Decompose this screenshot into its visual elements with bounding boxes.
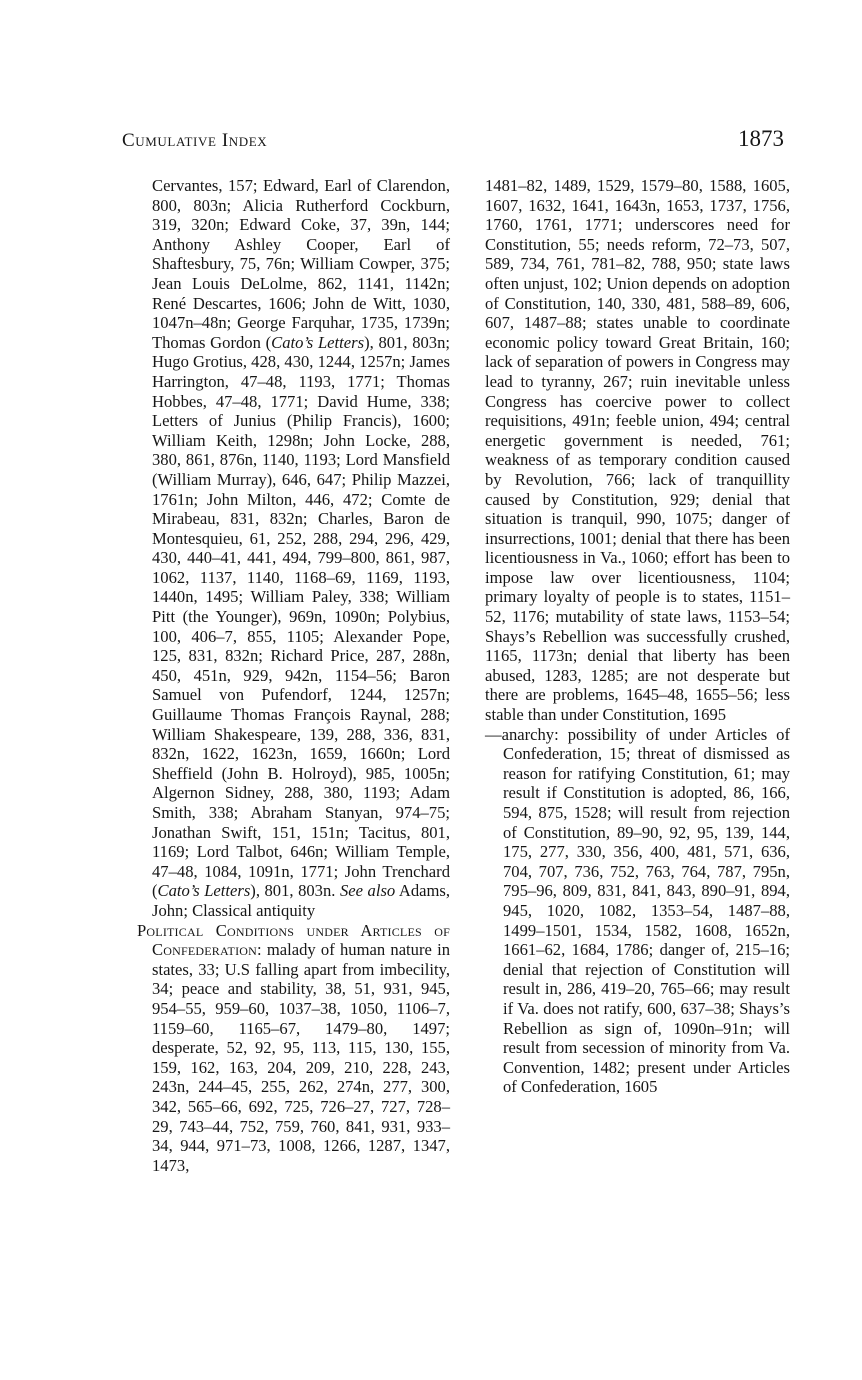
entry-text: ), 801, 803n. bbox=[250, 881, 340, 901]
entry-headword: Political Conditions under Articles of Confederation bbox=[137, 920, 450, 960]
entry-text: 1481–82, 1489, 1529, 1579–80, 1588, 1605, 1607, 1632, 1641, 1643n, 1653, 1737, 1756, 1760, 1761, 1771; underscores need for Constitution, 55; needs reform, 72–73, 507, 589, 734, 761, 781–82, 788, 950; state laws often unjust, 102; Union depends on adoption of Constitution, 140, 330, 481, 588–89, 606, 607, 1487–88; states unable to coordinate economic policy toward Great Britain, 160; lack of separation of powers in Congress may lead to tyranny, 267; ruin inevitable unless Congress has coercive power to collect requisitions, 491n; feeble union, 494; central energetic government is needed, 761; weakness of as temporary condition caused by Revolution, 766; lack of tranquillity caused by Constitution, 929; denial that situation is tranquil, 990, 1075; danger of insurrections, 1001; denial that there has been licentiousness in Va., 1060; effort has been to impose law over licentiousness, 1104; primary loyalty of people is to states, 1151–52, 1176; mutability of state laws, 1153–54; Shays’s Rebellion was successfully crushed, 1165, 1173n; denial that liberty has been abused, 1283, 1285; are not desperate but there are problems, 1645–48, 1655–56; less stable than under Constitution, 1695 bbox=[485, 176, 790, 725]
entry-italic-title: Cato’s Letters bbox=[157, 881, 251, 901]
see-also-label: See also bbox=[339, 881, 396, 901]
index-subentry-anarchy bbox=[485, 725, 790, 1097]
index-entry-continued-right bbox=[485, 176, 790, 725]
index-entry-political-conditions bbox=[137, 921, 450, 1176]
see-also-targets: Adams, John; Classical antiquity bbox=[152, 881, 451, 920]
left-column bbox=[137, 176, 450, 1175]
page-number: 1873 bbox=[738, 126, 784, 151]
subentry-text: —anarchy: possibility of under Articles of Confederation, 15; threat of dismissed as reason for ratifying Constitution, 61; may result if Constitution is adopted, 86, 166, 594, 875, 1528; will result from rejection of Constitution, 89–90, 92, 95, 139, 144, 175, 277, 330, 356, 400, 481, 571, 636, 704, 707, 736, 752, 763, 764, 787, 795n, 795–96, 809, 831, 841, 843, 890–91, 894, 945, 1020, 1082, 1353–54, 1487–88, 1499–1501, 1534, 1582, 1608, 1652n, 1661–62, 1684, 1786; danger of, 215–16; denial that rejection of Constitution will result in, 286, 419–20, 765–66; may result if Va. does not ratify, 600, 637–38; Shays’s Rebellion as sign of, 1090n–91n; will result from secession of minority from Va. Convention, 1482; present under Articles of Confederation, 1605 bbox=[485, 724, 790, 1097]
entry-text: : malady of human nature in states, 33; U.S falling apart from imbecility, 34; peace and stability, 38, 51, 931, 945, 954–55, 959–60, 1037–38, 1050, 1106–7, 1159–60, 1165–67, 1479–80, 1497; desperate, 52, 92, 95, 113, 115, 130, 155, 159, 162, 163, 204, 209, 210, 228, 243, 243n, 244–45, 255, 262, 274n, 277, 300, 342, 565–66, 692, 725, 726–27, 727, 728–29, 743–44, 752, 759, 760, 841, 931, 933–34, 944, 971–73, 1008, 1266, 1287, 1347, 1473, bbox=[152, 940, 450, 1175]
entry-italic-title: Cato’s Letters bbox=[271, 332, 365, 352]
running-title: Cumulative Index bbox=[122, 130, 268, 151]
page-header bbox=[122, 126, 784, 158]
entry-text: ), 801, 803n; Hugo Grotius, 428, 430, 1244, 1257n; James Harrington, 47–48, 1193, 1771; Thomas Hobbes, 47–48, 1771; David Hume, 338; Letters of Junius (Philip Francis), 1600; William Keith, 1298n; John Locke, 288, 380, 861, 876n, 1140, 1193; Lord Mansfield (William Murray), 646, 647; Philip Mazzei, 1761n; John Milton, 446, 472; Comte de Mirabeau, 831, 832n; Charles, Baron de Montesquieu, 61, 252, 288, 294, 296, 429, 430, 440–41, 441, 494, 799–800, 861, 987, 1062, 1137, 1140, 1168–69, 1169, 1193, 1440n, 1495; William Paley, 338; William Pitt (the Younger), 969n, 1090n; Polybius, 100, 406–7, 855, 1105; Alexander Pope, 125, 831, 832n; Richard Price, 287, 288n, 450, 451n, 929, 942n, 1154–56; Baron Samuel von Pufendorf, 1244, 1257n; Guillaume Thomas François Raynal, 288; William Shakespeare, 139, 288, 336, 831, 832n, 1622, 1623n, 1659, 1660n; Lord Sheffield (John B. Holroyd), 985, 1005n; Algernon Sidney, 288, 380, 1193; Adam Smith, 338; Abraham Stanyan, 974–75; Jonathan Swift, 151, 151n; Tacitus, 801, 1169; Lord Talbot, 646n; William Temple, 47–48, 1084, 1091n, 1771; John Trenchard ( bbox=[152, 332, 451, 901]
index-entry-continued bbox=[137, 176, 450, 921]
entry-text: Cervantes, 157; Edward, Earl of Clarendon, 800, 803n; Alicia Rutherford Cockburn, 319, 320n; Edward Coke, 37, 39n, 144; Anthony Ashley Cooper, Earl of Shaftesbury, 75, 76n; William Cowper, 375; Jean Louis DeLolme, 862, 1141, 1142n; René Descartes, 1606; John de Witt, 1030, 1047n–48n; George Farquhar, 1735, 1739n; Thomas Gordon ( bbox=[152, 176, 450, 352]
right-column bbox=[485, 176, 790, 1097]
